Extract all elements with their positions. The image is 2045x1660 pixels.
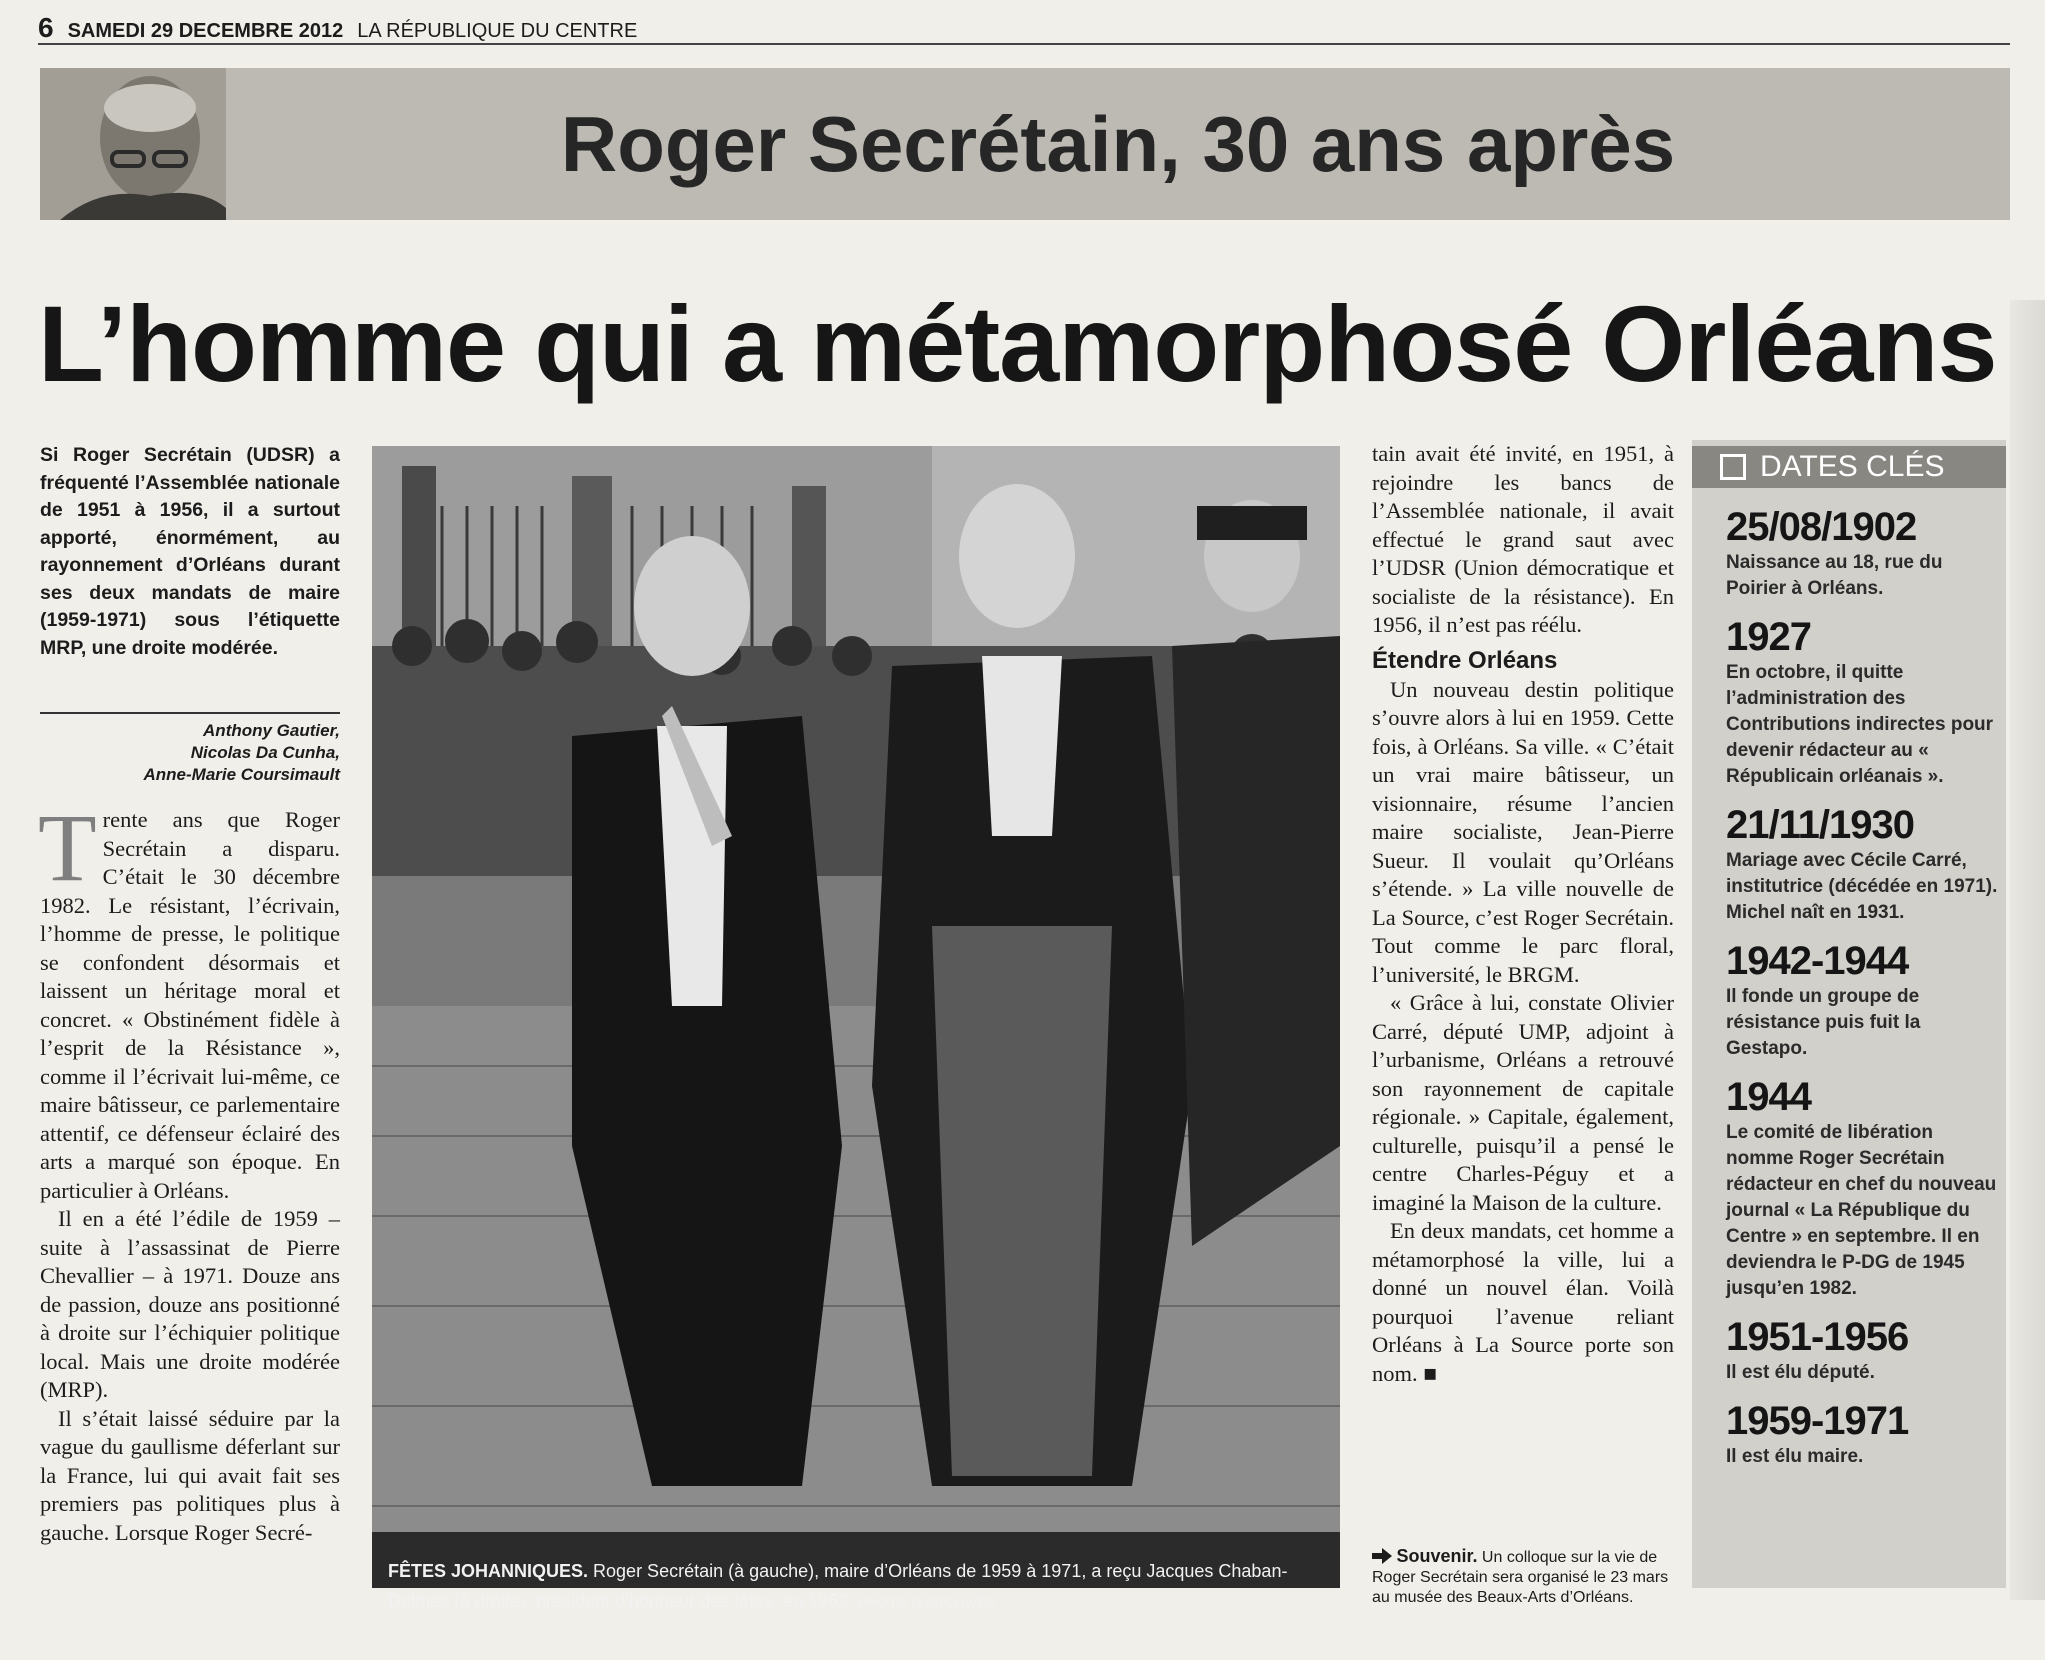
- author-2: Nicolas Da Cunha,: [190, 743, 340, 762]
- page-number: 6: [38, 12, 54, 43]
- date-entry: [1726, 504, 2002, 602]
- article-column-3: [1372, 440, 1674, 1388]
- byline: [40, 720, 340, 786]
- subheading: Étendre Orléans: [1372, 646, 1558, 674]
- date-entry: [1726, 1314, 2002, 1386]
- date-year: 1951-1956: [1726, 1315, 1909, 1359]
- folio-rule: [38, 43, 2010, 45]
- drop-cap: T: [38, 794, 97, 901]
- key-dates-header: [1692, 446, 2006, 488]
- souvenir-label: Souvenir.: [1396, 1546, 1478, 1566]
- paragraph-1: rente ans que Roger Secrétain a disparu. C’était le 30 décembre 1982. Le résistant, l’écrivain, l’homme de presse, le politique se confondent désormais et laissent un héritage moral et concret. « Obstinément fidèle à l’esprit de la Résistance », comme il l’écrivait lui-même, ce maire bâtisseur, ce parlementaire attentif, ce défenseur éclairé des arts a marqué son époque. En particulier à Orléans.: [40, 807, 340, 1203]
- issue-date: SAMEDI 29 DECEMBRE 2012: [67, 20, 344, 42]
- author-3: Anne-Marie Coursimault: [143, 765, 340, 784]
- archive-photo: [372, 446, 1340, 1532]
- date-entry: [1726, 1074, 2002, 1302]
- key-dates-list: [1726, 504, 2002, 1482]
- article-column-1: [38, 794, 340, 1547]
- date-entry: [1726, 1398, 2002, 1470]
- date-year: 1959-1971: [1726, 1399, 1909, 1443]
- paragraph-5: Un nouveau destin politique s’ouvre alors à lui en 1959. Cette fois, à Orléans. Sa ville. « C’était un vrai maire bâtisseur, un visionnaire, résume l’ancien maire socialiste, Jean-Pierre Sueur. Il voulait qu’Orléans s’étende. » La ville nouvelle de La Source, c’est Roger Secrétain. Tout comme le parc floral, l’université, le BRGM.: [1372, 676, 1674, 987]
- banner-title: Roger Secrétain, 30 ans après: [560, 99, 1676, 188]
- photo-caption: [388, 1556, 1328, 1617]
- caption-text: Roger Secrétain (à gauche), maire d’Orléans de 1959 à 1971, a reçu Jacques Chaban-Delmas (à droite), président d’honneur des fêtes, en 1962.: [388, 1561, 1288, 1611]
- date-text: En octobre, il quitte l’administration des Contributions indirectes pour devenir rédacteur au « Républicain orléanais ».: [1726, 662, 1994, 787]
- portrait-photo: [40, 68, 226, 220]
- date-year: 21/11/1930: [1726, 803, 1914, 847]
- date-year: 1942-1944: [1726, 939, 1909, 983]
- paragraph-2: Il en a été l’édile de 1959 – suite à l’assassinat de Pierre Chevallier – à 1971. Douze ans de passion, douze ans positionné à droite sur l’échiquier politique local. Mais une droite modérée (MRP).: [40, 1206, 340, 1402]
- date-text: Il est élu maire.: [1726, 1446, 1864, 1467]
- newspaper-name: LA RÉPUBLIQUE DU CENTRE: [357, 20, 638, 42]
- adjacent-page-edge: [2010, 300, 2045, 1600]
- photo-illustration: [372, 446, 1340, 1532]
- souvenir-text: Un colloque sur la vie de Roger Secrétain sera organisé le 23 mars au musée des Beaux-Arts d’Orléans.: [1372, 1549, 1669, 1606]
- portrait-illustration: [40, 68, 226, 220]
- date-year: 1944: [1726, 1075, 1811, 1119]
- date-entry: [1726, 614, 2002, 790]
- author-1: Anthony Gautier,: [203, 721, 340, 740]
- date-text: Mariage avec Cécile Carré, institutrice (décédée en 1971). Michel naît en 1931.: [1726, 850, 1998, 923]
- date-entry: [1726, 938, 2002, 1062]
- paragraph-6: « Grâce à lui, constate Olivier Carré, député UMP, adjoint à l’urbanisme, Orléans a retrouvé son rayonnement de capitale régionale. » Capitale, également, culturelle, puisqu’il a pensé le centre Charles-Péguy et a imaginé la Maison de la culture.: [1372, 990, 1674, 1215]
- arrow-right-icon: [1372, 1548, 1392, 1564]
- date-entry: [1726, 802, 2002, 926]
- square-icon: [1720, 454, 1746, 480]
- byline-rule: [40, 712, 340, 714]
- date-text: Il est élu député.: [1726, 1362, 1875, 1383]
- date-text: Il fonde un groupe de résistance puis fuit la Gestapo.: [1726, 986, 1921, 1059]
- date-text: Le comité de libération nomme Roger Secrétain rédacteur en chef du nouveau journal « La République du Centre » en septembre. Il en deviendra le P-DG de 1945 jusqu’en 1982.: [1726, 1122, 1997, 1299]
- date-year: 1927: [1726, 615, 1811, 659]
- souvenir-note: [1372, 1546, 1674, 1608]
- paragraph-3: Il s’était laissé séduire par la vague du gaullisme déferlant sur la France, lui qui avait fait ses premiers pas politiques plus à gauche. Lorsque Roger Secré-: [40, 1405, 340, 1545]
- caption-lead: FÊTES JOHANNIQUES.: [388, 1561, 589, 1581]
- article-standfirst: Si Roger Secrétain (UDSR) a fréquenté l’Assemblée nationale de 1951 à 1956, il a surtout apporté, énormément, au rayonnement d’Orléans durant ses deux mandats de maire (1959-1971) sous l’étiquette MRP, une droite modérée.: [40, 444, 340, 659]
- page-folio: [38, 12, 637, 42]
- paragraph-4: tain avait été invité, en 1951, à rejoindre les bancs de l’Assemblée nationale, il avait effectué le grand saut avec l’UDSR (Union démocratique et socialiste de la résistance). En 1956, il n’est pas réélu.: [1372, 441, 1674, 637]
- article-headline: L’homme qui a métamorphosé Orléans: [38, 282, 1997, 404]
- paragraph-7: En deux mandats, cet homme a métamorphosé la ville, lui a donné un nouvel élan. Voilà pourquoi l’avenue reliant Orléans à La Source porte son nom. ■: [1372, 1218, 1674, 1386]
- date-text: Naissance au 18, rue du Poirier à Orléans.: [1726, 552, 1943, 599]
- photo-credit: PHOTO D’ARCHIVES: [858, 1594, 997, 1610]
- key-dates-title: DATES CLÉS: [1760, 450, 1945, 483]
- date-year: 25/08/1902: [1726, 505, 1917, 549]
